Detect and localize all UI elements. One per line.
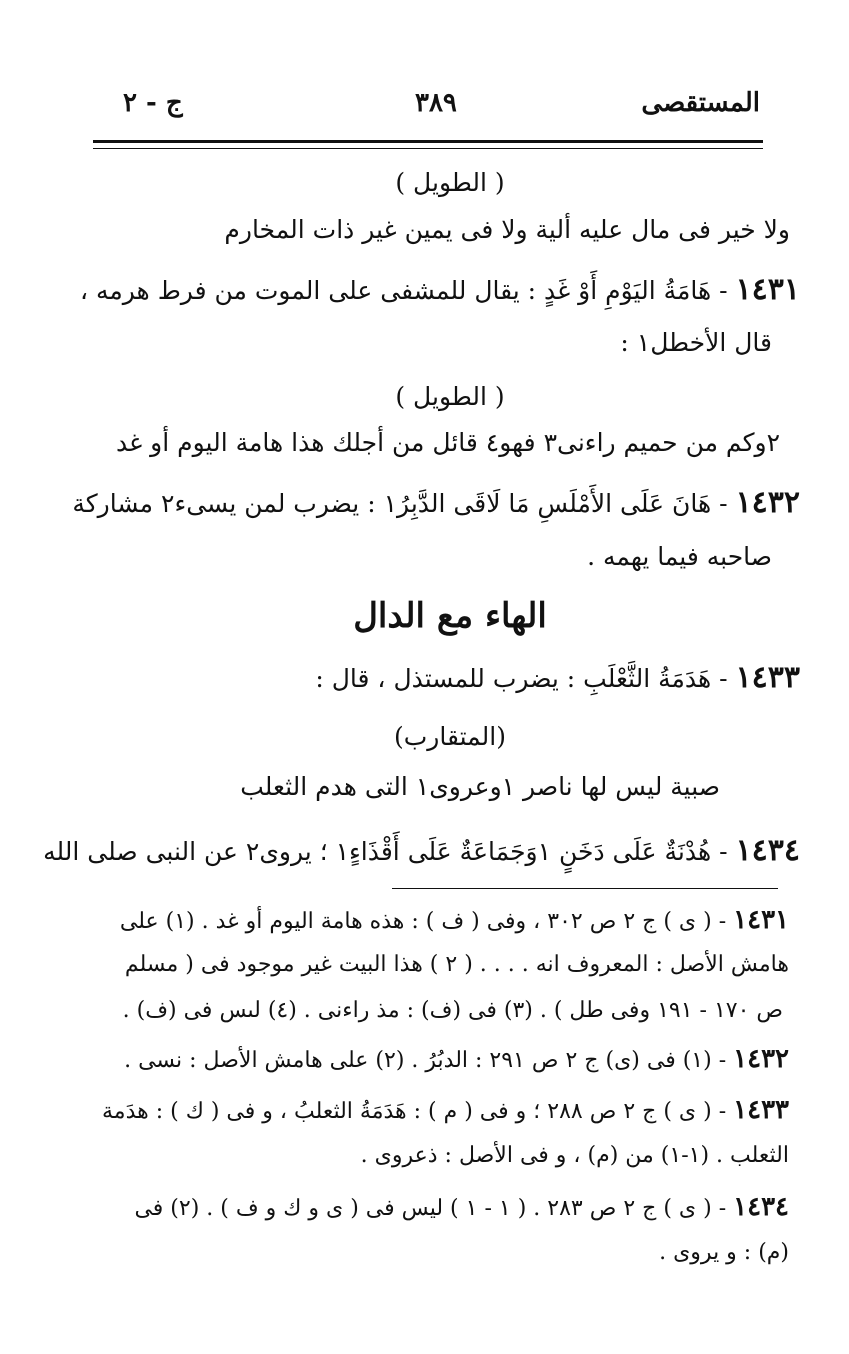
entry-text: - هَامَةُ اليَوْمِ أَوْ غَدٍ : يقال للمشفى على الموت من فرط هرمه ، xyxy=(79,276,728,305)
footnote-number: ١٤٣٣ xyxy=(733,1095,789,1125)
verse: ٢وكم من حميم راءنى٣ فهو٤ قائل من أجلك هذا هامة اليوم أو غد xyxy=(116,428,780,457)
header-rule-thin xyxy=(93,148,763,149)
page-number: ٣٨٩ xyxy=(415,88,457,118)
header-rule-thick xyxy=(93,140,763,143)
verse: ولا خير فى مال عليه ألية ولا فى يمين غير ذات المخارم xyxy=(224,215,790,244)
footnote-1434 xyxy=(134,1192,789,1222)
meter-label: ( الطويل ) xyxy=(395,168,505,197)
page-header xyxy=(95,88,760,128)
entry-number: ١٤٣٣ xyxy=(735,660,800,695)
footnote-number: ١٤٣٢ xyxy=(733,1044,789,1074)
footnote-line: (م) : و يروى . xyxy=(659,1240,789,1265)
footnote-number: ١٤٣٤ xyxy=(733,1192,789,1222)
volume-label: ج - ٢ xyxy=(123,88,183,118)
meter-label: (المتقارب) xyxy=(394,722,506,751)
footnote-1432 xyxy=(124,1044,789,1074)
entry-continuation: صاحبه فيما يهمه . xyxy=(587,542,772,571)
entry-text: - هَانَ عَلَى الأَمْلَسِ مَا لَاقَى الدَّبِرُ١ : يضرب لمن يسىء٢ مشاركة xyxy=(72,489,728,518)
footnote-1433 xyxy=(102,1095,789,1125)
entry-number: ١٤٣١ xyxy=(735,272,800,307)
footnote-line: الثعلب . (١-١) من (م) ، و فى الأصل : ذعروى . xyxy=(360,1143,789,1168)
footnote-rule xyxy=(392,888,778,889)
meter-label: ( الطويل ) xyxy=(395,382,505,411)
footnote-text: - (١) فى (ى) ج ٢ ص ٢٩١ : الدبُرُ . (٢) على هامش الأصل : نسى . xyxy=(124,1048,727,1073)
footnote-text: - ( ى ) ج ٢ ص ٢٨٣ . ( ١ - ١ ) ليس فى ( ى و ك و ف ) . (٢) فى xyxy=(134,1196,727,1221)
footnote-text: - ( ى ) ج ٢ ص ٣٠٢ ، وفى ( ف ) : هذه هامة اليوم أو غد . (١) على xyxy=(119,909,727,934)
footnote-line: ص ١٧٠ - ١٩١ وفى طل ) . (٣) فى (ف) : مذ راءنى . (٤) لىس فى (ف) . xyxy=(122,998,783,1023)
section-title: الهاء مع الدال xyxy=(353,596,547,636)
entry-1432 xyxy=(72,485,800,520)
verse: صبية ليس لها ناصر ١وعروى١ التى هدم الثعلب xyxy=(240,772,720,801)
footnote-text: - ( ى ) ج ٢ ص ٢٨٨ ؛ و فى ( م ) : هَدَمَةُ الثعلبُ ، و فى ( ك ) : هدَمة xyxy=(102,1099,727,1124)
footnote-1431 xyxy=(120,905,789,935)
entry-text: - هَدَمَةُ الثَّعْلَبِ : يضرب للمستذل ، قال : xyxy=(315,664,728,693)
entry-number: ١٤٣٢ xyxy=(735,485,800,520)
entry-1433 xyxy=(315,660,800,695)
entry-number: ١٤٣٤ xyxy=(735,833,800,868)
book-title: المستقصى xyxy=(641,88,760,118)
footnote-number: ١٤٣١ xyxy=(733,905,789,935)
entry-1434 xyxy=(43,833,800,868)
entry-continuation: قال الأخطل١ : xyxy=(620,328,772,357)
entry-text: - هُدْنَةٌ عَلَى دَخَنٍ ١وَجَمَاعَةٌ عَلَى أَقْذَاءٍ١ ؛ يروى٢ عن النبى صلى الله xyxy=(43,837,728,866)
entry-1431 xyxy=(80,272,800,307)
footnote-line: هامش الأصل : المعروف انه . . . . ( ٢ ) هذا البيت غير موجود فى ( مسلم xyxy=(124,952,789,977)
